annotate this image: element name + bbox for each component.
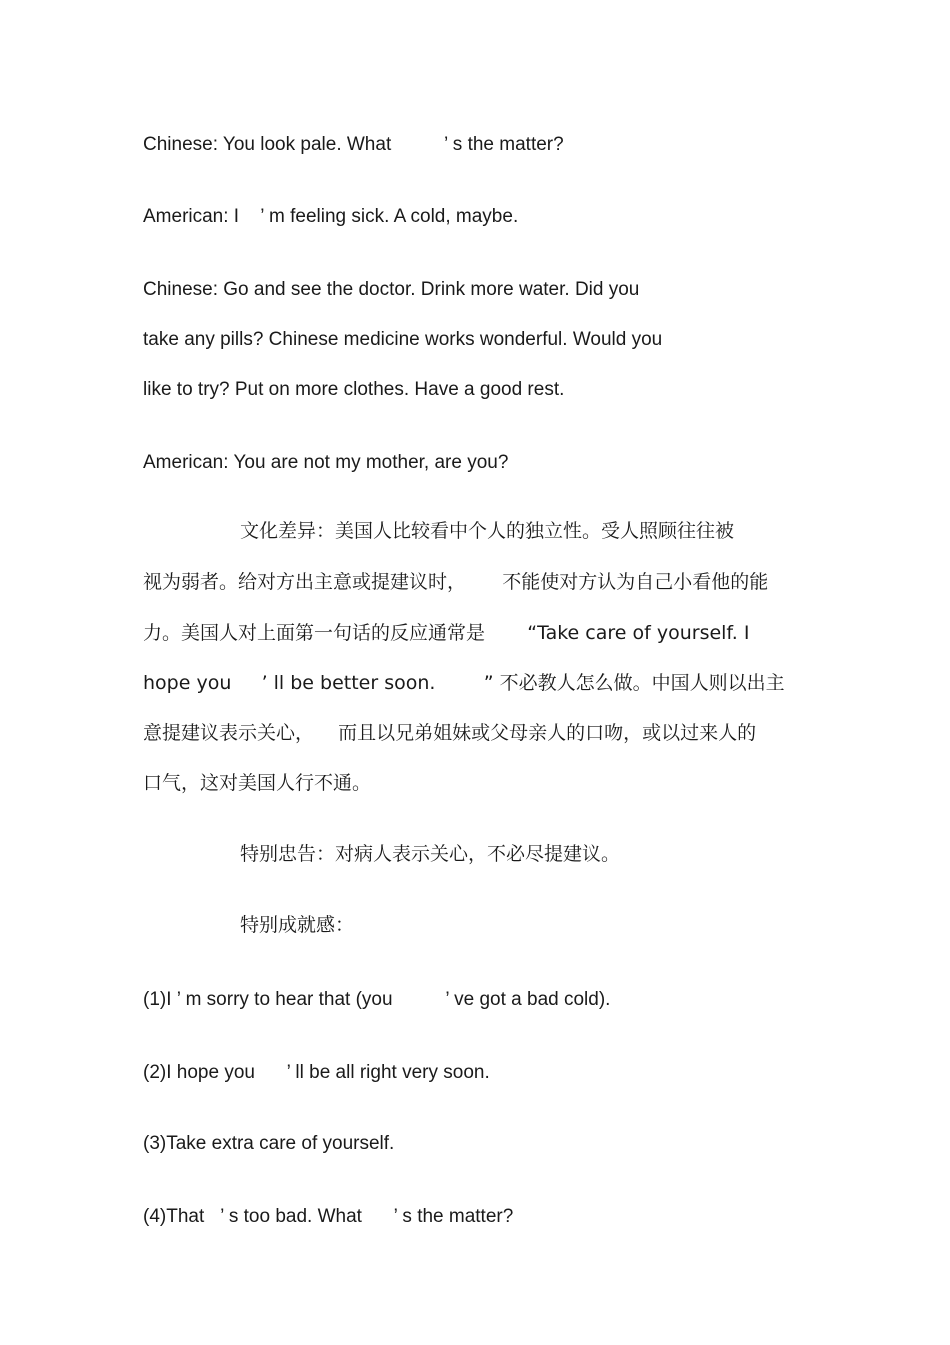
phrase-1: (1)I ’ m sorry to hear that (you ’ ve got a bad cold). bbox=[143, 989, 611, 1010]
culture-note-line-4: hope you ’ ll be better soon. ” 不必教人怎么做。中国人则以出主 bbox=[143, 672, 785, 694]
achievement-heading: 特别成就感： bbox=[240, 914, 355, 936]
culture-note-line-6: 口气，这对美国人行不通。 bbox=[143, 772, 372, 794]
dialogue-line-1: Chinese: You look pale. What ’ s the matter? bbox=[143, 134, 564, 155]
culture-note-line-3: 力。美国人对上面第一句话的反应通常是 “Take care of yourself. I bbox=[143, 622, 750, 644]
phrase-2: (2)I hope you ’ ll be all right very soon. bbox=[143, 1062, 490, 1083]
dialogue-line-6: American: You are not my mother, are you? bbox=[143, 452, 509, 473]
culture-note-line-1: 文化差异：美国人比较看中个人的独立性。受人照顾往往被 bbox=[240, 520, 735, 542]
dialogue-line-3: Chinese: Go and see the doctor. Drink more water. Did you bbox=[143, 279, 640, 300]
phrase-4: (4)That ’ s too bad. What ’ s the matter? bbox=[143, 1206, 514, 1227]
culture-note-line-5: 意提建议表示关心， 而且以兄弟姐妹或父母亲人的口吻，或以过来人的 bbox=[143, 722, 757, 744]
dialogue-line-4: take any pills? Chinese medicine works wonderful. Would you bbox=[143, 329, 663, 350]
special-advice: 特别忠告：对病人表示关心，不必尽提建议。 bbox=[240, 843, 621, 865]
dialogue-line-5: like to try? Put on more clothes. Have a good rest. bbox=[143, 379, 565, 400]
culture-note-line-2: 视为弱者。给对方出主意或提建议时， 不能使对方认为自己小看他的能 bbox=[143, 571, 769, 593]
phrase-3: (3)Take extra care of yourself. bbox=[143, 1133, 395, 1154]
dialogue-line-2: American: I ’ m feeling sick. A cold, maybe. bbox=[143, 206, 519, 227]
